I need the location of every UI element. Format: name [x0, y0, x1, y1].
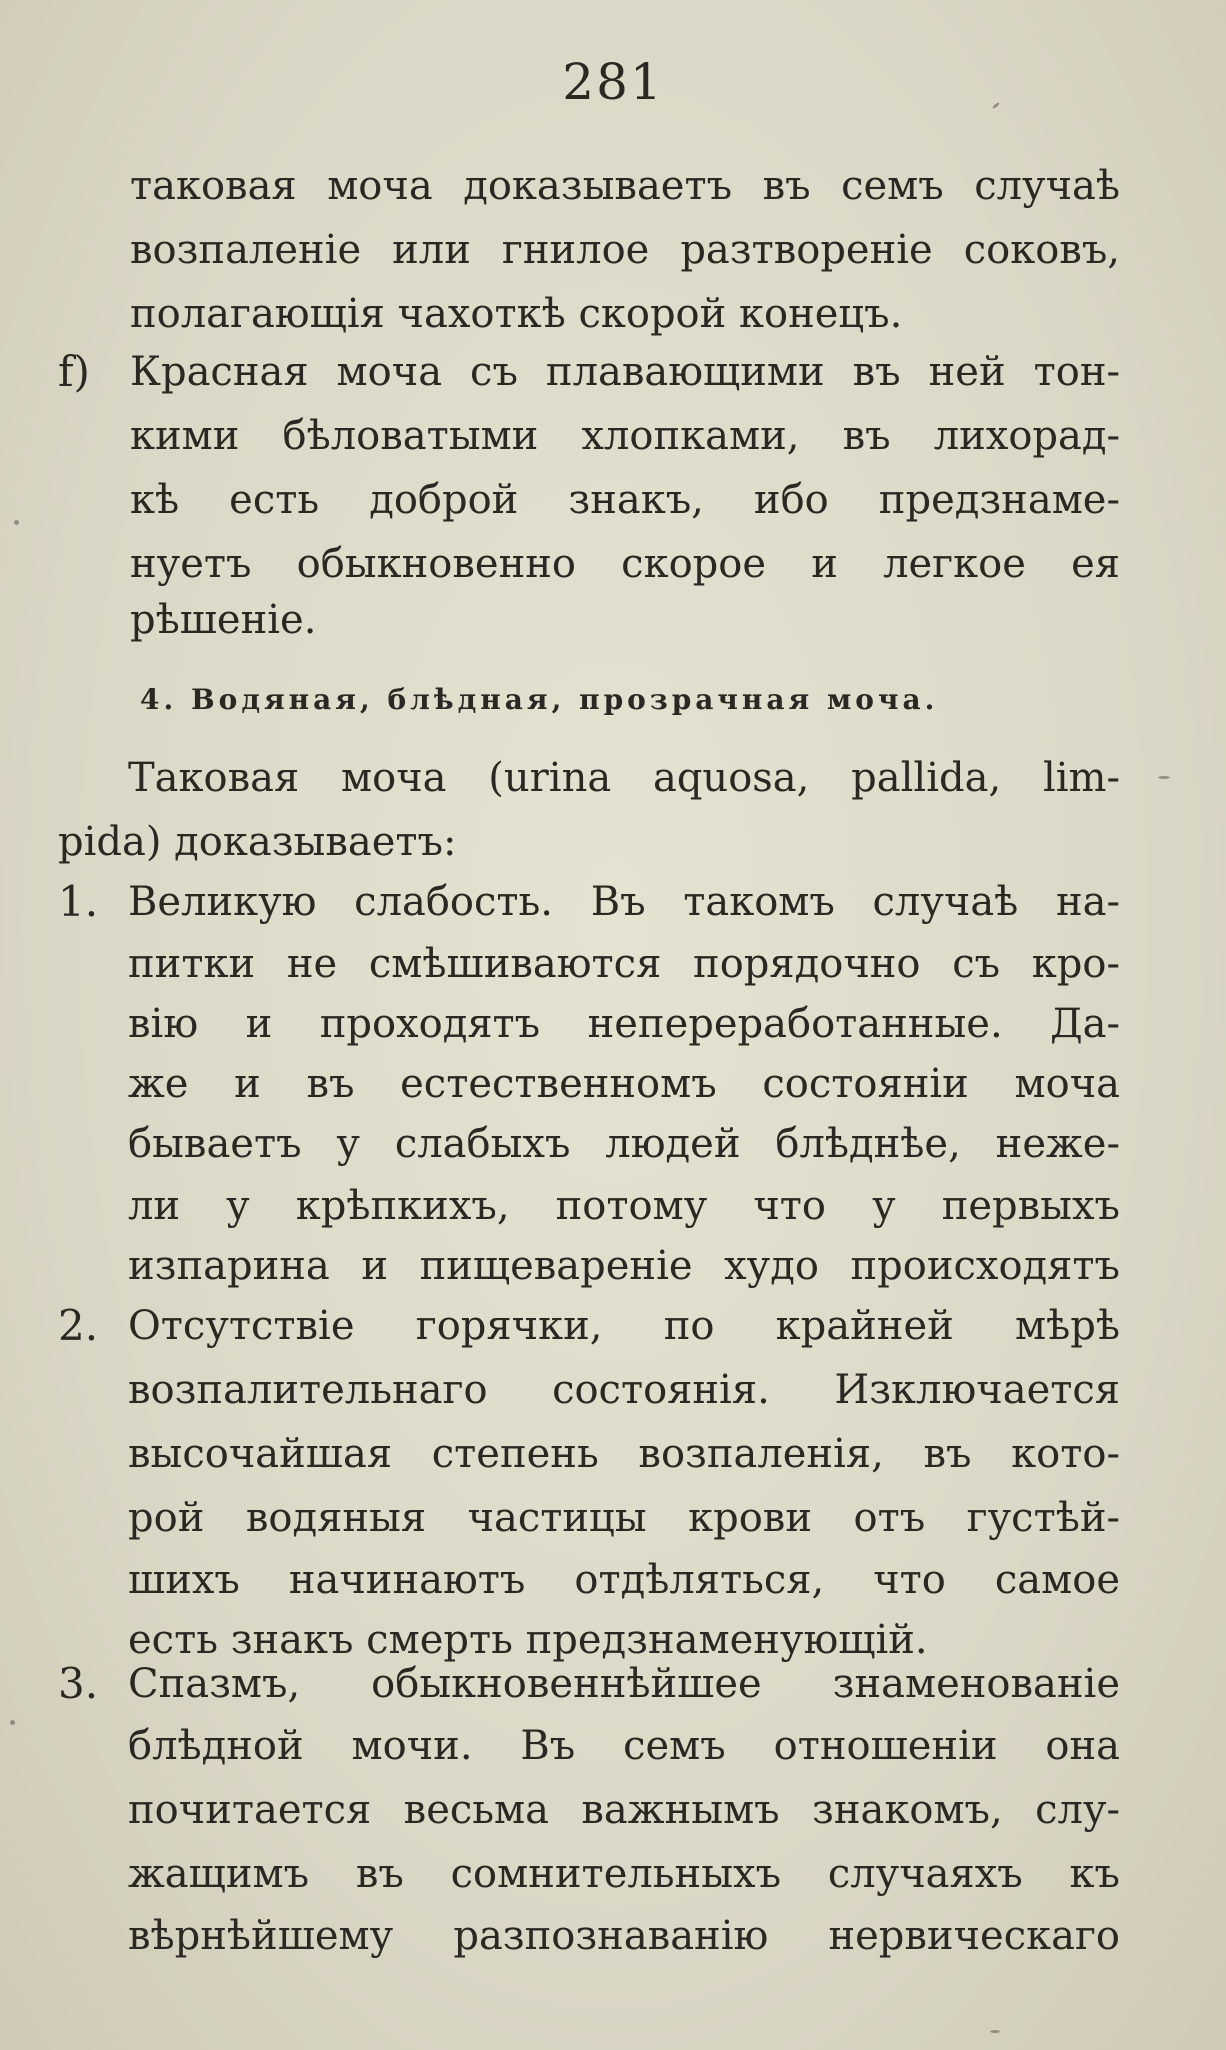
paper-speck [1158, 776, 1170, 779]
text-line: же и въ естественномъ состояніи моча [128, 1061, 1120, 1107]
text-line: возпалительнаго состоянія. Изключается [128, 1367, 1120, 1413]
text-line: полагающія чахоткѣ скорой конецъ. [130, 291, 903, 337]
text-line: Великую слабость. Въ такомъ случаѣ на- [128, 879, 1120, 925]
text-line: Отсутствіе горячки, по крайней мѣрѣ [128, 1303, 1120, 1349]
text-line: блѣдной мочи. Въ семъ отношеніи она [128, 1723, 1120, 1769]
text-line: Таковая моча (urina aquosa, pallida, lim- [128, 755, 1120, 801]
text-line: Спазмъ, обыкновеннѣйшее знаменованіе [128, 1661, 1120, 1707]
text-line: вѣрнѣйшему разпознаванію нервическаго [128, 1913, 1120, 1959]
paper-speck [10, 1720, 15, 1725]
text-line: ли у крѣпкихъ, потому что у первыхъ [128, 1183, 1120, 1229]
text-line: высочайшая степень возпаленія, въ кото- [128, 1431, 1120, 1477]
text-line: почитается весьма важнымъ знакомъ, слу- [128, 1787, 1120, 1833]
paper-speck [14, 520, 19, 525]
text-line: рой водяныя частицы крови отъ густѣй- [128, 1495, 1120, 1541]
text-line: питки не смѣшиваются порядочно съ кро- [128, 941, 1120, 987]
text-line: Красная моча съ плавающими въ ней тон- [130, 349, 1120, 395]
item-marker-1: 1. [58, 877, 99, 926]
text-line: бываетъ у слабыхъ людей блѣднѣе, неже- [128, 1121, 1120, 1167]
text-line: кѣ есть доброй знакъ, ибо предзнаме- [130, 477, 1120, 523]
text-line: кими бѣловатыми хлопками, въ лихорад- [130, 413, 1120, 459]
item-marker-2: 2. [58, 1301, 99, 1350]
text-line: есть знакъ смерть предзнаменующій. [128, 1617, 928, 1663]
text-line: таковая моча доказываетъ въ семъ случаѣ [130, 163, 1120, 209]
text-line: pida) доказываетъ: [58, 819, 457, 865]
text-line: рѣшеніе. [130, 597, 317, 643]
item-marker-3: 3. [58, 1659, 99, 1708]
section-heading: 4. Водяная, блѣдная, прозрачная моча. [140, 683, 939, 716]
page-number: 281 [562, 53, 664, 111]
paper-speck [990, 2030, 1000, 2033]
text-line: нуетъ обыкновенно скорое и легкое ея [130, 541, 1120, 587]
text-line: вію и проходятъ непереработанные. Да- [128, 1001, 1120, 1047]
item-marker-f: f) [58, 347, 90, 396]
text-line: возпаленіе или гнилое разтвореніе соковъ, [130, 227, 1120, 273]
text-line: изпарина и пищевареніе худо происходятъ [128, 1243, 1120, 1289]
text-line: шихъ начинаютъ отдѣляться, что самое [128, 1557, 1120, 1603]
text-line: жащимъ въ сомнительныхъ случаяхъ къ [128, 1851, 1120, 1897]
